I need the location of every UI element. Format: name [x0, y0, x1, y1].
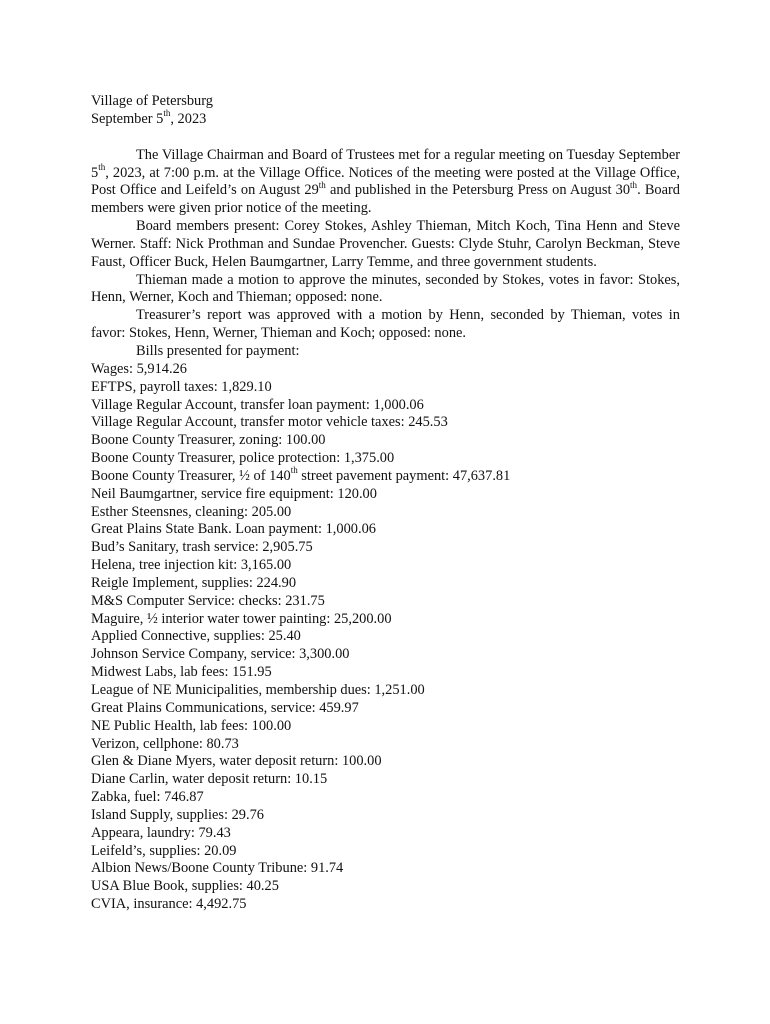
- attendance-paragraph: Board members present: Corey Stokes, Ashley Thieman, Mitch Koch, Tina Henn and Steve Werner. Staff: Nick Prothman and Sundae Provencher. Guests: Clyde Stuhr, Carolyn Beckman, Steve Faust, Officer Buck, Helen Baumgartner, Larry Temme, and three government students.: [91, 218, 680, 270]
- bill-item: Helena, tree injection kit: 3,165.00: [91, 557, 292, 574]
- bill-item: Boone County Treasurer, police protection: 1,375.00: [91, 450, 395, 467]
- bill-item: Village Regular Account, transfer motor vehicle taxes: 245.53: [91, 414, 448, 431]
- bill-item: Glen & Diane Myers, water deposit return: 100.00: [91, 753, 382, 770]
- bill-item: League of NE Municipalities, membership dues: 1,251.00: [91, 682, 425, 698]
- bill-item: Diane Carlin, water deposit return: 10.15: [91, 771, 328, 788]
- bill-item: Wages: 5,914.26: [91, 360, 187, 377]
- bill-item: Maguire, ½ interior water tower painting: 25,200.00: [91, 610, 392, 627]
- bill-item: Midwest Labs, lab fees: 151.95: [91, 664, 272, 681]
- meeting-date: September 5th, 2023: [91, 108, 207, 127]
- bill-item: Appeara, laundry: 79.43: [91, 824, 231, 841]
- bill-item: Island Supply, supplies: 29.76: [91, 806, 264, 823]
- bill-item: Bud’s Sanitary, trash service: 2,905.75: [91, 539, 313, 556]
- village-name: Village of Petersburg: [91, 93, 213, 109]
- minutes-motion-paragraph: Thieman made a motion to approve the minutes, seconded by Stokes, votes in favor: Stokes, Henn, Werner, Koch and Thieman; opposed: none.: [91, 271, 680, 306]
- bill-item: Neil Baumgartner, service fire equipment: 120.00: [91, 485, 377, 502]
- bill-item: Great Plains Communications, service: 459.97: [91, 699, 359, 716]
- bill-item: Esther Steensnes, cleaning: 205.00: [91, 503, 292, 520]
- bill-item: Boone County Treasurer, zoning: 100.00: [91, 432, 326, 449]
- minutes-document: [91, 93, 680, 914]
- bill-item: NE Public Health, lab fees: 100.00: [91, 717, 292, 734]
- bill-item: Zabka, fuel: 746.87: [91, 789, 204, 806]
- bills-intro: Bills presented for payment:: [136, 342, 300, 359]
- bill-item: Great Plains State Bank. Loan payment: 1,000.06: [91, 521, 376, 538]
- bills-list: [91, 361, 680, 914]
- bill-item: Leifeld’s, supplies: 20.09: [91, 842, 237, 859]
- bill-item: Village Regular Account, transfer loan payment: 1,000.06: [91, 396, 424, 413]
- treasurer-report-paragraph: Treasurer’s report was approved with a motion by Henn, seconded by Thieman, votes in favor: Stokes, Henn, Werner, Thieman and Koch; opposed: none.: [91, 307, 680, 342]
- bill-item: USA Blue Book, supplies: 40.25: [91, 878, 279, 895]
- bill-item: CVIA, insurance: 4,492.75: [91, 896, 247, 913]
- bill-item: Johnson Service Company, service: 3,300.00: [91, 646, 350, 663]
- meeting-notice-paragraph: The Village Chairman and Board of Trustees met for a regular meeting on Tuesday September 5th, 2023, at 7:00 p.m. at the Village Office. Notices of the meeting were posted at the Village Office, Post Office and Leifeld’s on August 29th and published in the Petersburg Press on August 30th. Board members were given prior notice of the meeting.: [91, 146, 680, 217]
- bill-item: Reigle Implement, supplies: 224.90: [91, 574, 297, 591]
- bill-item: M&S Computer Service: checks: 231.75: [91, 592, 325, 609]
- bill-item: Albion News/Boone County Tribune: 91.74: [91, 860, 344, 877]
- blank-line: [91, 129, 680, 147]
- bill-item: Verizon, cellphone: 80.73: [91, 735, 239, 752]
- bill-item: Applied Connective, supplies: 25.40: [91, 628, 301, 645]
- bill-item: Boone County Treasurer, ½ of 140th street pavement payment: 47,637.81: [91, 465, 511, 484]
- bill-item: EFTPS, payroll taxes: 1,829.10: [91, 378, 272, 395]
